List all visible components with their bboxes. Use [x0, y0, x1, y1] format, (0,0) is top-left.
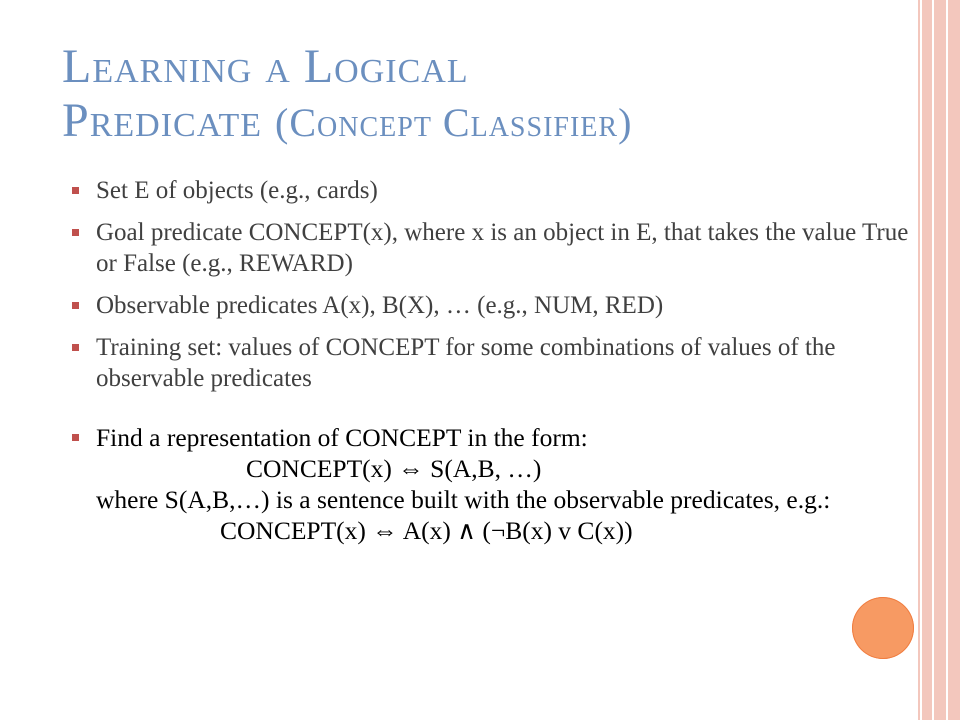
slide-title — [62, 40, 882, 150]
final-bullet-line3: where S(A,B,…) is a sentence built with the observable predicates, e.g.: — [96, 485, 831, 514]
bullet-text: Goal predicate CONCEPT(x), where x is an object in E, that takes the value True or False (e.g., REWARD) — [96, 219, 909, 277]
formula-1: CONCEPT(x) ⇔ S(A,B, …) — [246, 454, 542, 483]
square-bullet-icon — [72, 302, 79, 309]
formula-2: CONCEPT(x) ⇔ A(x) ∧ (¬B(x) v C(x)) — [220, 516, 633, 545]
square-bullet-icon — [72, 344, 79, 351]
title-line-2: Predicate — [62, 94, 276, 147]
bullet-text: Set E of objects (e.g., cards) — [96, 177, 378, 204]
bullet-item — [72, 175, 922, 206]
title-line-1: Learning a Logical — [62, 40, 469, 93]
border-stripe — [946, 0, 948, 720]
bullet-item-final — [72, 422, 922, 546]
bullet-list — [72, 175, 922, 557]
bullet-text: Training set: values of CONCEPT for some combinations of values of the observable predicates — [96, 334, 836, 392]
title-parenthetical: (Concept Classifier) — [275, 100, 633, 145]
bullet-text: Observable predicates A(x), B(X), … (e.g., NUM, RED) — [96, 292, 664, 319]
square-bullet-icon — [72, 229, 79, 236]
orange-circle-decoration — [852, 597, 914, 659]
right-border-decoration — [922, 0, 960, 720]
bullet-item — [72, 217, 922, 279]
square-bullet-icon — [72, 187, 79, 194]
square-bullet-icon — [72, 434, 79, 441]
final-bullet-line1: Find a representation of CONCEPT in the form: — [96, 423, 588, 452]
border-stripe — [932, 0, 934, 720]
bullet-item — [72, 290, 922, 321]
bullet-item — [72, 332, 922, 394]
